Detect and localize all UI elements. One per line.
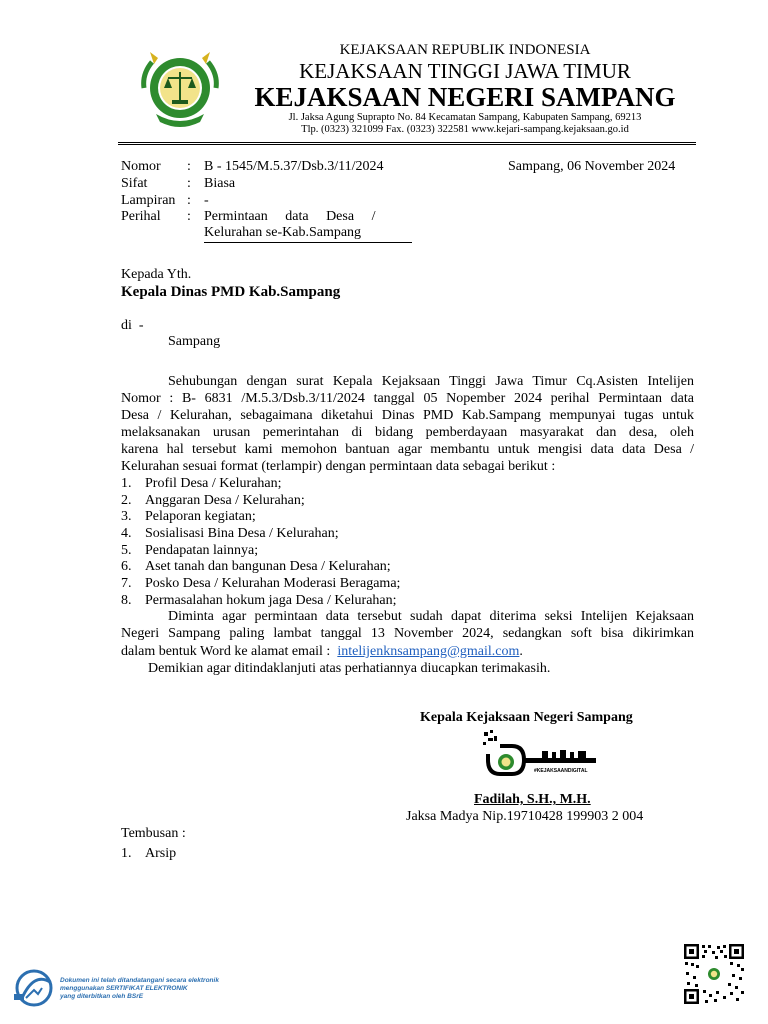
body-p1-line: melaksanakan urusan pemerintahan di bidang pemberdayaan masyarakat dan desa, oleh	[121, 425, 694, 440]
body-paragraph-1	[121, 375, 694, 474]
header-office-name: KEJAKSAAN NEGERI SAMPANG	[254, 82, 676, 112]
body-p1-line: karena hal tersebut kami memohon bantuan agar membantu untuk mengisi data data Desa /	[121, 442, 694, 457]
recipient-di: di -	[121, 318, 144, 333]
email-prefix: dalam bentuk Word ke alamat email :	[121, 644, 338, 659]
list-item-num: 4.	[121, 526, 132, 541]
perihal-line2: Kelurahan se-Kab.Sampang	[204, 225, 412, 243]
nomor-label: Nomor	[121, 159, 161, 174]
tembusan-item-num: 1.	[121, 846, 132, 861]
list-item: Anggaran Desa / Kelurahan;	[145, 493, 305, 508]
list-item: Posko Desa / Kelurahan Moderasi Beragama;	[145, 576, 401, 591]
sifat-value: Biasa	[204, 176, 236, 191]
list-item-num: 7.	[121, 576, 132, 591]
signatory-name: Fadilah, S.H., M.H.	[474, 792, 591, 807]
list-item: Pendapatan lainnya;	[145, 543, 259, 558]
lampiran-label: Lampiran	[121, 193, 176, 208]
list-item-num: 8.	[121, 593, 132, 608]
body-p1-line: Desa / Kelurahan, sebagaimana diketahui Dinas PMD Kab.Sampang mempunyai tugas untuk	[121, 408, 694, 423]
list-item-num: 2.	[121, 493, 132, 508]
list-item: Sosialisasi Bina Desa / Kelurahan;	[145, 526, 339, 541]
body-p2-email-line	[121, 644, 523, 660]
bsre-notice	[60, 977, 219, 1001]
signatory-rank-nip: Jaksa Madya Nip.19710428 199903 2 004	[406, 809, 644, 824]
perihal-colon: :	[187, 209, 191, 224]
perihal-line1: Permintaan data Desa /	[204, 209, 376, 224]
header-address: Jl. Jaksa Agung Suprapto No. 84 Kecamatan Sampang, Kabupaten Sampang, 69213	[288, 112, 642, 123]
bsre-logo-icon	[12, 968, 56, 1008]
kepada-yth: Kepada Yth.	[121, 267, 192, 282]
body-paragraph-2	[121, 610, 694, 641]
tembusan-label: Tembusan :	[121, 826, 186, 841]
body-p2-line: Negeri Sampang paling lambat tanggal 13 November 2024, sedangkan soft bisa dikirimkan	[121, 626, 694, 641]
nomor-value: B - 1545/M.5.37/Dsb.3/11/2024	[204, 159, 384, 174]
body-p1-line: Nomor : B- 6831 /M.5.3/Dsb.3/11/2024 tanggal 05 Nopember 2024 perihal Permintaan data	[121, 391, 694, 406]
header-high-prosecutor: KEJAKSAAN TINGGI JAWA TIMUR	[299, 59, 631, 83]
list-item: Aset tanah dan bangunan Desa / Kelurahan;	[145, 559, 391, 574]
place-date: Sampang, 06 November 2024	[508, 159, 676, 174]
tembusan-item: Arsip	[145, 846, 177, 861]
list-item-num: 5.	[121, 543, 132, 558]
list-item: Pelaporan kegiatan;	[145, 509, 256, 524]
signatory-title: Kepala Kejaksaan Negeri Sampang	[420, 710, 633, 725]
header-country: KEJAKSAAN REPUBLIK INDONESIA	[339, 42, 591, 58]
digital-signature-stamp	[482, 728, 597, 788]
list-item: Permasalahan hokum jaga Desa / Kelurahan;	[145, 593, 397, 608]
header-divider	[118, 142, 696, 145]
body-p1-line: Sehubungan dengan surat Kepala Kejaksaan Tinggi Jawa Timur Cq.Asisten Intelijen	[168, 374, 694, 389]
list-item-num: 3.	[121, 509, 132, 524]
closing-sentence: Demikian agar ditindaklanjuti atas perhatiannya diucapkan terimakasih.	[148, 661, 551, 676]
email-suffix: .	[519, 644, 523, 659]
lampiran-value: -	[204, 193, 209, 208]
list-item-num: 6.	[121, 559, 132, 574]
header-contact: Tlp. (0323) 321099 Fax. (0323) 322581 www.kejari-sampang.kejaksaan.go.id	[301, 124, 629, 135]
perihal-label: Perihal	[121, 209, 161, 224]
email-link[interactable]: intelijenknsampang@gmail.com	[337, 644, 520, 659]
lampiran-colon: :	[187, 193, 191, 208]
sifat-label: Sifat	[121, 176, 148, 191]
bsre-line: Dokumen ini telah ditandatangani secara elektronik	[60, 977, 219, 984]
body-p1-line: Kelurahan sesuai format (terlampir) dengan permintaan data sebagai berikut :	[121, 459, 556, 474]
recipient-name: Kepala Dinas PMD Kab.Sampang	[121, 284, 341, 300]
bsre-line: yang diterbitkan oleh BSrE	[60, 993, 144, 1000]
bsre-line: menggunakan SERTIFIKAT ELEKTRONIK	[60, 985, 188, 992]
recipient-city: Sampang	[168, 334, 221, 349]
list-item: Profil Desa / Kelurahan;	[145, 476, 282, 491]
sifat-colon: :	[187, 176, 191, 191]
qr-code[interactable]	[684, 944, 744, 1004]
list-item-num: 1.	[121, 476, 132, 491]
nomor-colon: :	[187, 159, 191, 174]
kejaksaan-emblem-logo	[140, 44, 220, 132]
svg-text:#KEJAKSAANDIGITAL: #KEJAKSAANDIGITAL	[534, 768, 588, 774]
body-p2-line: Diminta agar permintaan data tersebut sudah dapat diterima seksi Intelijen Kejaksaan	[168, 609, 694, 624]
